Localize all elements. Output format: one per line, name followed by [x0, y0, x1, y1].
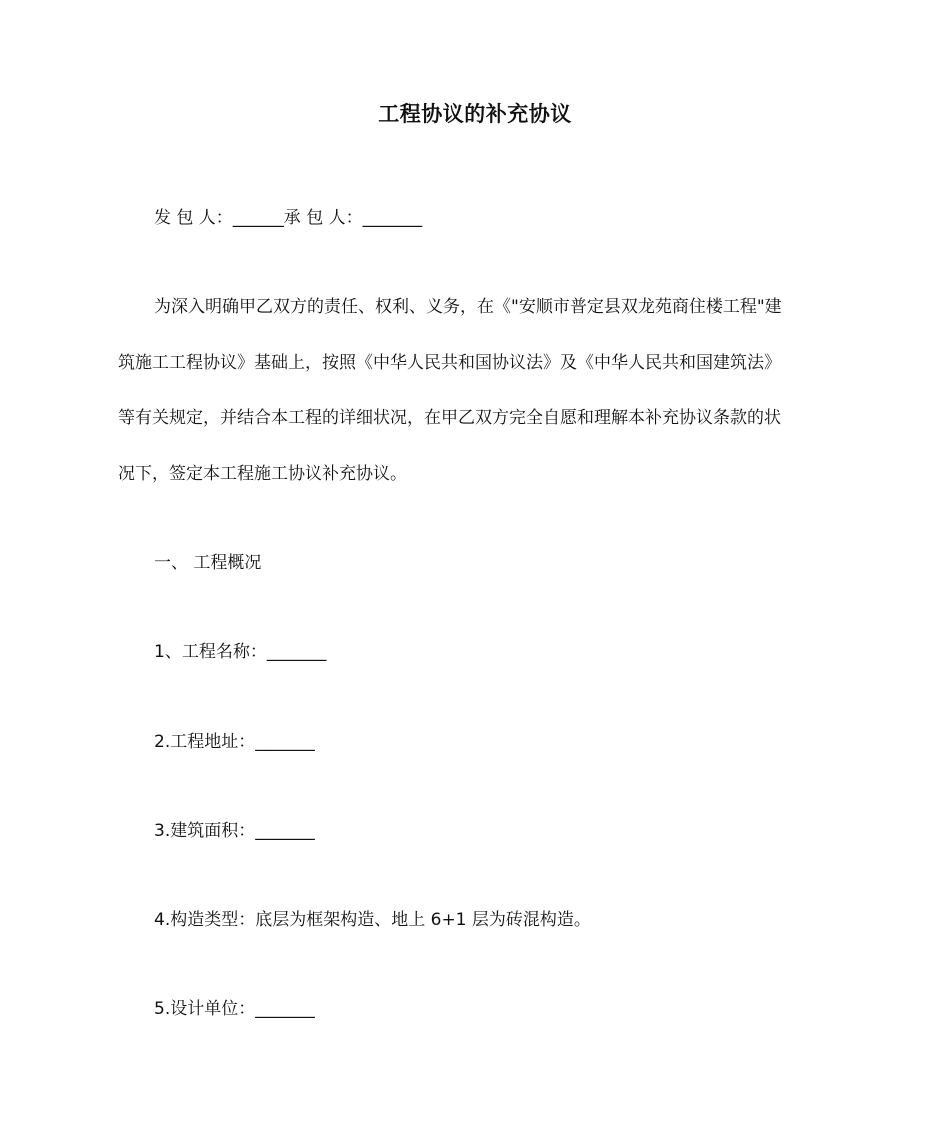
- document-title: 工程协议的补充协议: [378, 102, 572, 126]
- item-design-unit: 5.设计单位：_______: [154, 999, 315, 1019]
- item-structure-type: 4.构造类型：底层为框架构造、地上 6+1 层为砖混构造。: [154, 910, 591, 930]
- intro-paragraph-line-1: 为深入明确甲乙双方的责任、权利、义务，在《"安顺市普定县双龙苑商住楼工程"建: [154, 297, 782, 317]
- intro-paragraph-line-2: 筑施工工程协议》基础上，按照《中华人民共和国协议法》及《中华人民共和国建筑法》: [118, 353, 781, 373]
- intro-paragraph-line-3: 等有关规定，并结合本工程的详细状况，在甲乙双方完全自愿和理解本补充协议条款的状: [118, 408, 781, 428]
- parties-line: 发 包 人：______承 包 人：_______: [154, 208, 423, 228]
- intro-paragraph-line-4: 况下，签定本工程施工协议补充协议。: [118, 464, 407, 484]
- item-project-name: 1、工程名称：_______: [154, 642, 327, 662]
- item-project-address: 2.工程地址：_______: [154, 732, 315, 752]
- section-heading: 一、 工程概况: [154, 553, 262, 573]
- item-building-area: 3.建筑面积：_______: [154, 821, 315, 841]
